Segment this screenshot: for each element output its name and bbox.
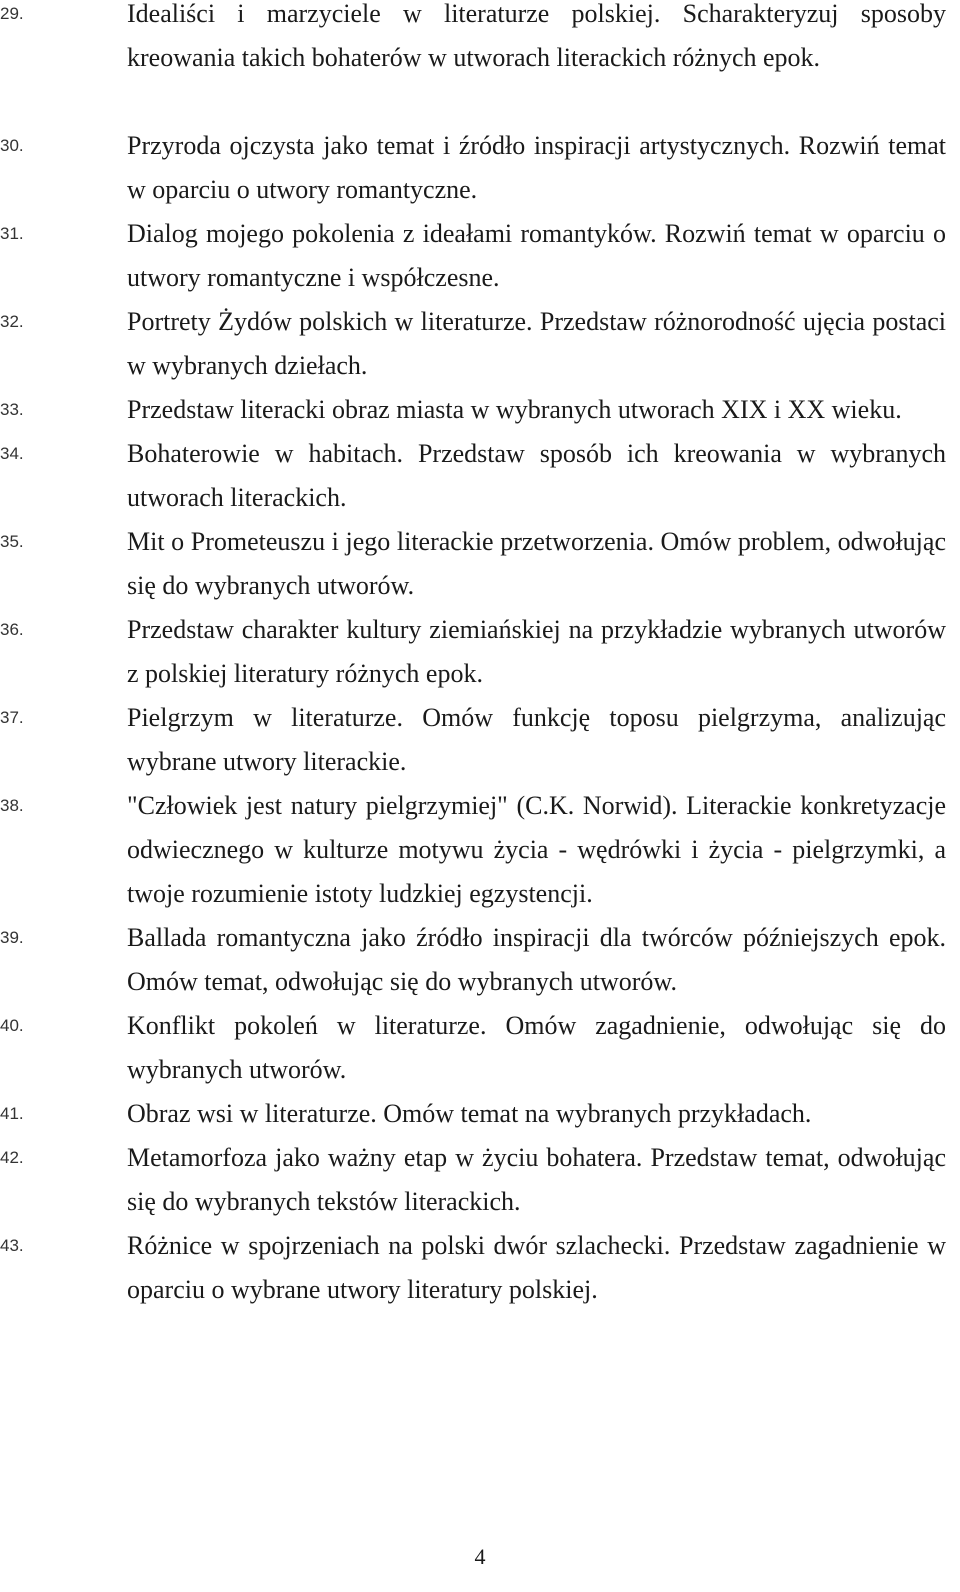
list-item (0, 608, 960, 696)
list-item (0, 124, 960, 212)
item-text: Konflikt pokoleń w literaturze. Omów zagadnienie, odwołując się do wybranych utworów. (127, 1011, 946, 1084)
list-item (0, 432, 960, 520)
item-number: 32. (0, 312, 24, 331)
item-text: Przyroda ojczysta jako temat i źródło inspiracji artystycznych. Rozwiń temat w oparciu o utwory romantyczne. (127, 131, 946, 204)
list-item (0, 388, 960, 432)
item-number: 33. (0, 400, 24, 419)
list-item (0, 916, 960, 1004)
item-text: Idealiści i marzyciele w literaturze polskiej. Scharakteryzuj sposoby kreowania takich bohaterów w utworach literackich różnych epok. (127, 0, 946, 72)
list-item (0, 1092, 960, 1136)
item-number: 31. (0, 224, 24, 243)
item-text: Metamorfoza jako ważny etap w życiu bohatera. Przedstaw temat, odwołując się do wybranych tekstów literackich. (127, 1143, 946, 1216)
item-number: 43. (0, 1236, 24, 1255)
list-item (0, 1224, 960, 1312)
page-number: 4 (474, 1544, 486, 1569)
item-text: Bohaterowie w habitach. Przedstaw sposób ich kreowania w wybranych utworach literackich. (127, 439, 946, 512)
list-item (0, 1004, 960, 1092)
item-text: Pielgrzym w literaturze. Omów funkcję toposu pielgrzyma, analizując wybrane utwory literackie. (127, 703, 946, 776)
list-item (0, 0, 960, 80)
item-text: Portrety Żydów polskich w literaturze. Przedstaw różnorodność ujęcia postaci w wybranych dziełach. (127, 307, 946, 380)
item-number: 34. (0, 444, 24, 463)
item-text: Dialog mojego pokolenia z ideałami romantyków. Rozwiń temat w oparciu o utwory romantyczne i współczesne. (127, 219, 946, 292)
item-number: 38. (0, 796, 24, 815)
item-text: Ballada romantyczna jako źródło inspiracji dla twórców późniejszych epok. Omów temat, odwołując się do wybranych utworów. (127, 923, 946, 996)
item-text: Przedstaw literacki obraz miasta w wybranych utworach XIX i XX wieku. (127, 395, 902, 424)
item-text: Różnice w spojrzeniach na polski dwór szlachecki. Przedstaw zagadnienie w oparciu o wybrane utwory literatury polskiej. (127, 1231, 946, 1304)
item-number: 42. (0, 1148, 24, 1167)
item-text: Obraz wsi w literaturze. Omów temat na wybranych przykładach. (127, 1099, 812, 1128)
item-number: 37. (0, 708, 24, 727)
item-text: Przedstaw charakter kultury ziemiańskiej na przykładzie wybranych utworów z polskiej literatury różnych epok. (127, 615, 946, 688)
item-number: 40. (0, 1016, 24, 1035)
list-item (0, 1136, 960, 1224)
list-item (0, 300, 960, 388)
list-item (0, 784, 960, 916)
list-item (0, 696, 960, 784)
list-item (0, 520, 960, 608)
list-item (0, 212, 960, 300)
item-text: "Człowiek jest natury pielgrzymiej" (C.K. Norwid). Literackie konkretyzacje odwiecznego w kulturze motywu życia - wędrówki i życia - pielgrzymki, a twoje rozumienie istoty ludzkiej egzystencji. (127, 791, 946, 908)
item-number: 41. (0, 1104, 24, 1123)
item-text: Mit o Prometeuszu i jego literackie przetworzenia. Omów problem, odwołując się do wybranych utworów. (127, 527, 946, 600)
item-number: 29. (0, 4, 24, 23)
item-number: 35. (0, 532, 24, 551)
item-number: 39. (0, 928, 24, 947)
item-number: 30. (0, 136, 24, 155)
item-number: 36. (0, 620, 24, 639)
